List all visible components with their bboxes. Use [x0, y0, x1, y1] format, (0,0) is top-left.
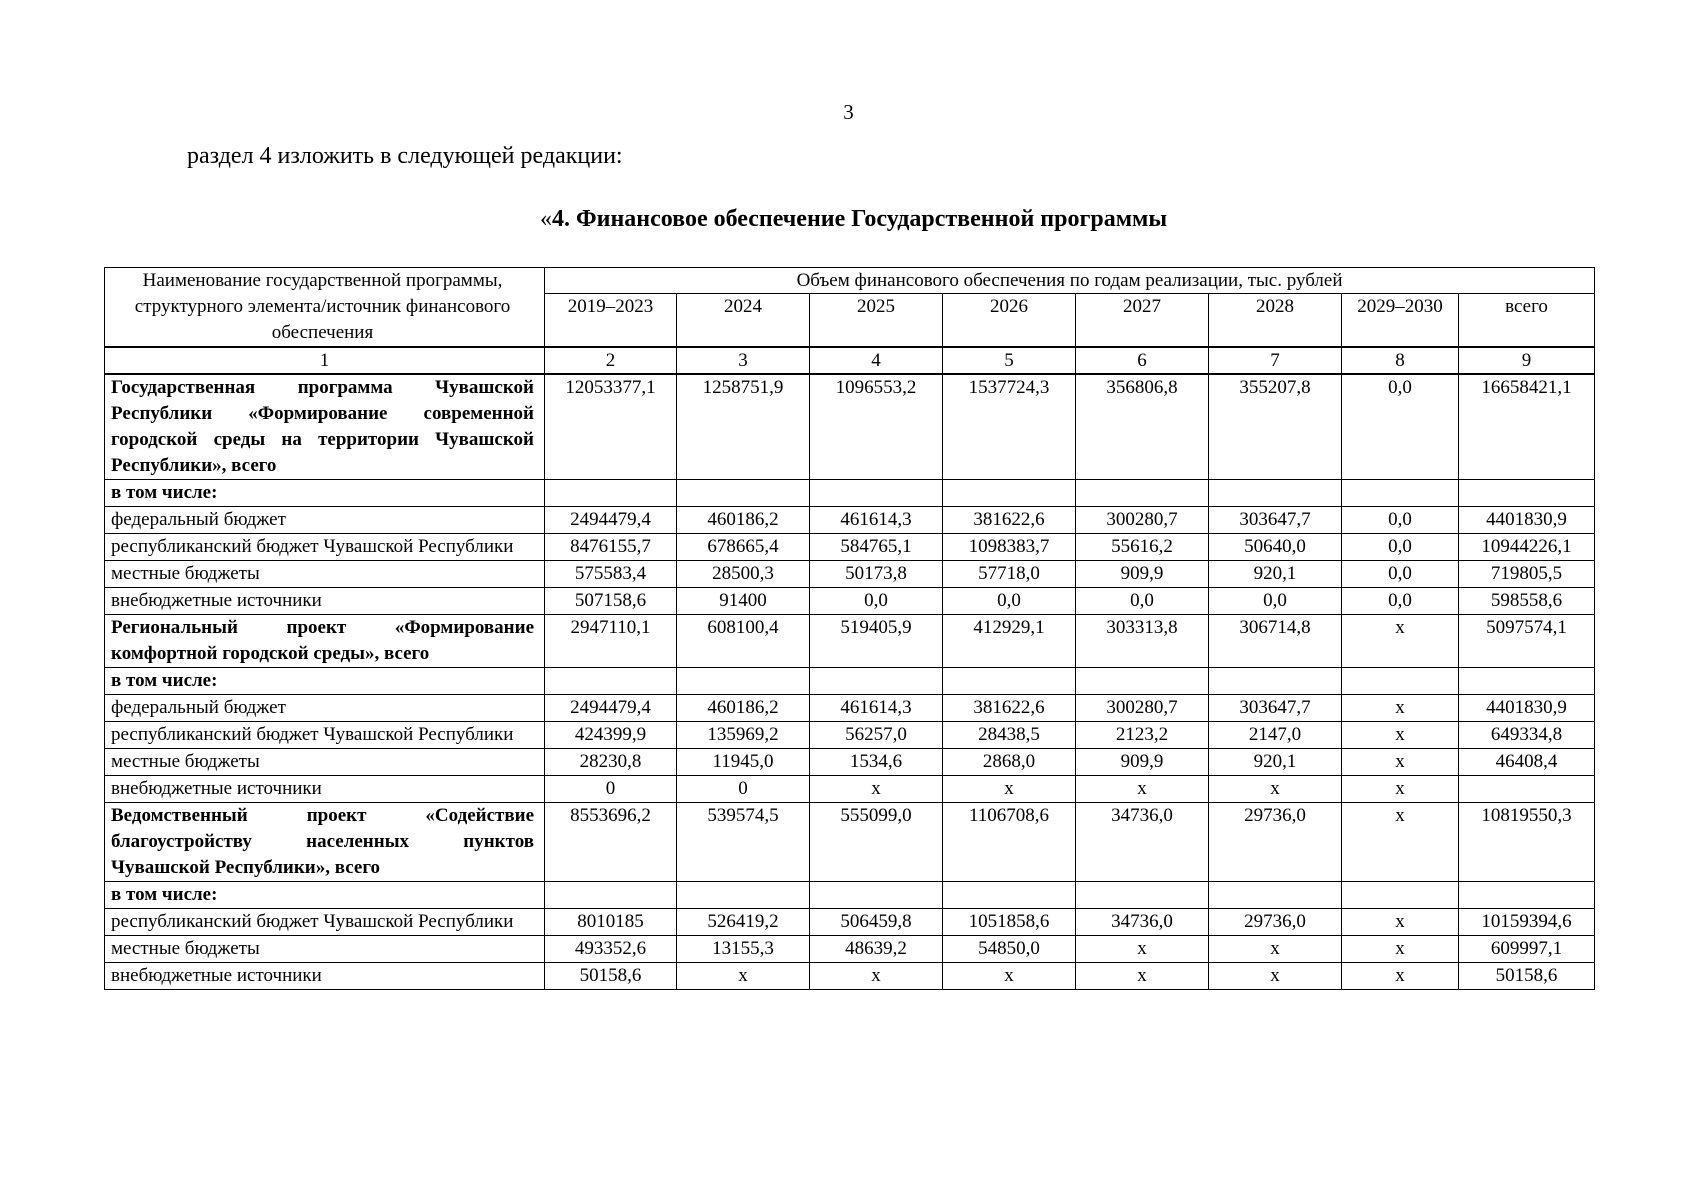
cell-value: х [810, 963, 943, 990]
table-row [105, 963, 1595, 990]
header-name-column: Наименование государственной программы, структурного элемента/источник финансового обеспечения [105, 268, 545, 348]
cell-value: 28500,3 [677, 561, 810, 588]
cell-value: 50158,6 [1459, 963, 1595, 990]
row-name: Региональный проект «Формирование комфортной городской среды», всего [105, 615, 545, 668]
table-row [105, 507, 1595, 534]
cell-value: х [1342, 936, 1459, 963]
cell-value [1459, 882, 1595, 909]
cell-value: 1534,6 [810, 749, 943, 776]
cell-value: 381622,6 [943, 695, 1076, 722]
intro-text: раздел 4 изложить в следующей редакции: [187, 143, 623, 169]
row-name: Государственная программа Чувашской Республики «Формирование современной городской среды на территории Чувашской Республики», всего [105, 374, 545, 480]
table-row [105, 749, 1595, 776]
cell-value: 584765,1 [810, 534, 943, 561]
cell-value: 34736,0 [1076, 909, 1209, 936]
cell-value [943, 882, 1076, 909]
cell-value [1076, 480, 1209, 507]
row-name: республиканский бюджет Чувашской Республики [105, 722, 545, 749]
cell-value: 0,0 [810, 588, 943, 615]
cell-value [1342, 668, 1459, 695]
column-number-1: 2 [545, 347, 677, 374]
cell-value: 2868,0 [943, 749, 1076, 776]
cell-value: 1098383,7 [943, 534, 1076, 561]
cell-value: 50640,0 [1209, 534, 1342, 561]
cell-value: 10819550,3 [1459, 803, 1595, 882]
cell-value: 909,9 [1076, 749, 1209, 776]
cell-value: 303647,7 [1209, 507, 1342, 534]
cell-value: 10159394,6 [1459, 909, 1595, 936]
cell-value: 0 [677, 776, 810, 803]
cell-value: х [677, 963, 810, 990]
table-row [105, 882, 1595, 909]
cell-value: 0,0 [1342, 534, 1459, 561]
cell-value: 0,0 [1342, 507, 1459, 534]
table-row [105, 722, 1595, 749]
cell-value: 355207,8 [1209, 374, 1342, 480]
cell-value: 56257,0 [810, 722, 943, 749]
header-year-6: 2029–2030 [1342, 294, 1459, 348]
cell-value: х [1342, 909, 1459, 936]
cell-value: 13155,3 [677, 936, 810, 963]
cell-value: х [1209, 936, 1342, 963]
cell-value: 0,0 [1076, 588, 1209, 615]
cell-value [1459, 776, 1595, 803]
header-year-7: всего [1459, 294, 1595, 348]
cell-value: 519405,9 [810, 615, 943, 668]
cell-value [1209, 480, 1342, 507]
row-name: внебюджетные источники [105, 963, 545, 990]
cell-value [545, 480, 677, 507]
cell-value [943, 480, 1076, 507]
row-name: федеральный бюджет [105, 695, 545, 722]
cell-value: 4401830,9 [1459, 507, 1595, 534]
table-row [105, 695, 1595, 722]
cell-value: 920,1 [1209, 561, 1342, 588]
cell-value: 8476155,7 [545, 534, 677, 561]
cell-value: 12053377,1 [545, 374, 677, 480]
cell-value: 4401830,9 [1459, 695, 1595, 722]
cell-value: 1106708,6 [943, 803, 1076, 882]
cell-value: 507158,6 [545, 588, 677, 615]
cell-value: 2123,2 [1076, 722, 1209, 749]
table-row [105, 588, 1595, 615]
cell-value: 28230,8 [545, 749, 677, 776]
table-row [105, 615, 1595, 668]
row-name: местные бюджеты [105, 749, 545, 776]
financing-table [104, 267, 1595, 990]
cell-value [1209, 668, 1342, 695]
cell-value [677, 668, 810, 695]
cell-value [1459, 668, 1595, 695]
row-name: в том числе: [105, 480, 545, 507]
cell-value: 2947110,1 [545, 615, 677, 668]
cell-value: х [1342, 615, 1459, 668]
cell-value: 11945,0 [677, 749, 810, 776]
table-row [105, 534, 1595, 561]
table-row [105, 909, 1595, 936]
table-row [105, 668, 1595, 695]
row-name: Ведомственный проект «Содействие благоустройству населенных пунктов Чувашской Республики», всего [105, 803, 545, 882]
cell-value: 493352,6 [545, 936, 677, 963]
row-name: внебюджетные источники [105, 776, 545, 803]
cell-value: 303313,8 [1076, 615, 1209, 668]
cell-value: 300280,7 [1076, 507, 1209, 534]
table-row [105, 374, 1595, 480]
cell-value: 1258751,9 [677, 374, 810, 480]
cell-value: 2494479,4 [545, 695, 677, 722]
cell-value [1209, 882, 1342, 909]
cell-value: х [810, 776, 943, 803]
cell-value: 5097574,1 [1459, 615, 1595, 668]
cell-value: 29736,0 [1209, 909, 1342, 936]
column-number-3: 4 [810, 347, 943, 374]
cell-value: 55616,2 [1076, 534, 1209, 561]
cell-value: 57718,0 [943, 561, 1076, 588]
cell-value: 0,0 [1342, 374, 1459, 480]
cell-value: 16658421,1 [1459, 374, 1595, 480]
cell-value: х [1209, 776, 1342, 803]
cell-value: 28438,5 [943, 722, 1076, 749]
cell-value: 2147,0 [1209, 722, 1342, 749]
cell-value [1342, 480, 1459, 507]
row-name: местные бюджеты [105, 561, 545, 588]
cell-value: 0,0 [1209, 588, 1342, 615]
row-name: в том числе: [105, 668, 545, 695]
column-number-7: 8 [1342, 347, 1459, 374]
cell-value: 306714,8 [1209, 615, 1342, 668]
row-name: республиканский бюджет Чувашской Республики [105, 909, 545, 936]
opening-quote: « [540, 206, 552, 232]
header-year-5: 2028 [1209, 294, 1342, 348]
cell-value: 461614,3 [810, 695, 943, 722]
cell-value: х [1342, 695, 1459, 722]
page-number: 3 [843, 100, 854, 124]
cell-value: х [1342, 776, 1459, 803]
cell-value: 135969,2 [677, 722, 810, 749]
table-row [105, 936, 1595, 963]
table-header [105, 268, 1595, 375]
cell-value [1459, 480, 1595, 507]
table-body [105, 374, 1595, 990]
header-year-1: 2024 [677, 294, 810, 348]
cell-value: 460186,2 [677, 695, 810, 722]
cell-value [677, 882, 810, 909]
cell-value: 1051858,6 [943, 909, 1076, 936]
cell-value: 303647,7 [1209, 695, 1342, 722]
row-name: в том числе: [105, 882, 545, 909]
cell-value: 0,0 [943, 588, 1076, 615]
section-title-text: 4. Финансовое обеспечение Государственной программы [552, 206, 1168, 232]
cell-value: 50173,8 [810, 561, 943, 588]
cell-value: х [943, 963, 1076, 990]
cell-value: 0 [545, 776, 677, 803]
cell-value [545, 668, 677, 695]
cell-value: 356806,8 [1076, 374, 1209, 480]
cell-value: 8010185 [545, 909, 677, 936]
cell-value [943, 668, 1076, 695]
cell-value: 34736,0 [1076, 803, 1209, 882]
table-row [105, 776, 1595, 803]
cell-value: 609997,1 [1459, 936, 1595, 963]
cell-value [1076, 882, 1209, 909]
cell-value: 54850,0 [943, 936, 1076, 963]
cell-value: 920,1 [1209, 749, 1342, 776]
cell-value: 608100,4 [677, 615, 810, 668]
cell-value: 555099,0 [810, 803, 943, 882]
cell-value [1342, 882, 1459, 909]
cell-value: 539574,5 [677, 803, 810, 882]
cell-value: 460186,2 [677, 507, 810, 534]
cell-value: 909,9 [1076, 561, 1209, 588]
cell-value: 598558,6 [1459, 588, 1595, 615]
cell-value: 526419,2 [677, 909, 810, 936]
header-year-4: 2027 [1076, 294, 1209, 348]
header-year-0: 2019–2023 [545, 294, 677, 348]
cell-value: 0,0 [1342, 588, 1459, 615]
cell-value [1076, 668, 1209, 695]
cell-value: 678665,4 [677, 534, 810, 561]
cell-value: 2494479,4 [545, 507, 677, 534]
cell-value: х [1076, 776, 1209, 803]
cell-value [810, 480, 943, 507]
cell-value: 8553696,2 [545, 803, 677, 882]
cell-value: 48639,2 [810, 936, 943, 963]
cell-value [677, 480, 810, 507]
cell-value: 10944226,1 [1459, 534, 1595, 561]
cell-value: 412929,1 [943, 615, 1076, 668]
table-row [105, 561, 1595, 588]
cell-value: 50158,6 [545, 963, 677, 990]
section-title [540, 206, 1167, 233]
table-row [105, 803, 1595, 882]
row-name: местные бюджеты [105, 936, 545, 963]
cell-value [810, 668, 943, 695]
row-name: внебюджетные источники [105, 588, 545, 615]
cell-value: 91400 [677, 588, 810, 615]
row-name: федеральный бюджет [105, 507, 545, 534]
cell-value: 506459,8 [810, 909, 943, 936]
column-number-8: 9 [1459, 347, 1595, 374]
column-number-6: 7 [1209, 347, 1342, 374]
cell-value: х [1342, 803, 1459, 882]
column-number-5: 6 [1076, 347, 1209, 374]
cell-value: 0,0 [1342, 561, 1459, 588]
cell-value: 719805,5 [1459, 561, 1595, 588]
cell-value: 461614,3 [810, 507, 943, 534]
column-number-4: 5 [943, 347, 1076, 374]
cell-value: х [943, 776, 1076, 803]
cell-value: 300280,7 [1076, 695, 1209, 722]
cell-value: 575583,4 [545, 561, 677, 588]
cell-value: 46408,4 [1459, 749, 1595, 776]
cell-value [810, 882, 943, 909]
cell-value: х [1209, 963, 1342, 990]
cell-value: х [1342, 963, 1459, 990]
cell-value [545, 882, 677, 909]
cell-value: 381622,6 [943, 507, 1076, 534]
cell-value: х [1342, 722, 1459, 749]
column-number-0: 1 [105, 347, 545, 374]
row-name: республиканский бюджет Чувашской Республики [105, 534, 545, 561]
column-number-2: 3 [677, 347, 810, 374]
cell-value: 649334,8 [1459, 722, 1595, 749]
cell-value: 424399,9 [545, 722, 677, 749]
table-row [105, 480, 1595, 507]
cell-value: 1537724,3 [943, 374, 1076, 480]
cell-value: х [1342, 749, 1459, 776]
header-year-3: 2026 [943, 294, 1076, 348]
cell-value: 1096553,2 [810, 374, 943, 480]
header-year-2: 2025 [810, 294, 943, 348]
cell-value: х [1076, 963, 1209, 990]
cell-value: х [1076, 936, 1209, 963]
cell-value: 29736,0 [1209, 803, 1342, 882]
header-volume-span: Объем финансового обеспечения по годам реализации, тыс. рублей [545, 268, 1595, 294]
